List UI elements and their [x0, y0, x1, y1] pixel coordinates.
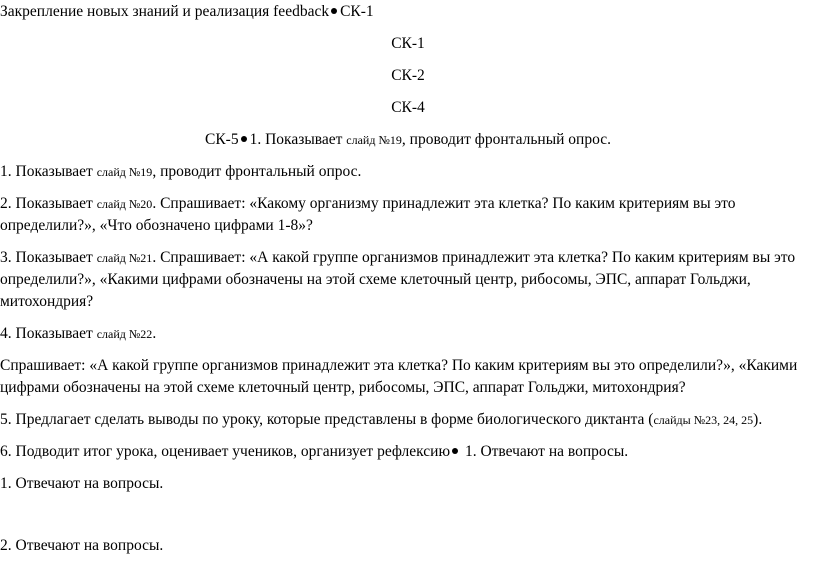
item-1	[0, 160, 361, 184]
item-2-slide: слайд №20	[96, 197, 153, 211]
center-item-text2: , проводит фронтальный опрос.	[401, 131, 611, 148]
item-5-slide: слайды №23, 24, 25	[653, 413, 754, 427]
item-3-line3: митохондрия?	[0, 293, 94, 310]
center-item-text1: 1. Показывает	[249, 131, 347, 148]
item-2-question-1: . Спрашивает: «Какому организму принадлежит эта клетка? По каким критериям вы это	[152, 195, 736, 212]
answer-1: 1. Отвечают на вопросы.	[0, 475, 164, 492]
item-2-line1	[0, 192, 736, 216]
item-1-slide: слайд №19	[96, 165, 153, 179]
center-item-slide: слайд №19	[346, 133, 402, 147]
bullet-icon	[331, 8, 337, 14]
item-5-text2: ).	[753, 411, 763, 428]
bullet-icon	[452, 448, 458, 454]
item-4-slide: слайд №22	[96, 327, 153, 341]
item-1-text1: 1. Показывает	[0, 163, 97, 180]
item-3-question-1: . Спрашивает: «А какой группе организмов принадлежит эта клетка? По каким критериям вы это	[152, 249, 796, 266]
item-3-slide: слайд №21	[96, 251, 153, 265]
code-ck1: СК-1	[391, 35, 425, 52]
item-1-text2: , проводит фронтальный опрос.	[152, 163, 362, 180]
item-6	[0, 440, 628, 463]
code-ck2: СК-2	[391, 67, 425, 84]
header-code: СК-1	[340, 3, 374, 20]
item-3-text1: 3. Показывает	[0, 249, 97, 266]
answer-2: 2. Отвечают на вопросы.	[0, 537, 164, 554]
item-3-line1	[0, 246, 795, 270]
bullet-icon	[241, 136, 247, 142]
item-5	[0, 408, 762, 432]
item-4-text1: 4. Показывает	[0, 325, 97, 342]
item-4-question-line2: цифрами обозначены на этой схеме клеточный центр, рибосомы, ЭПС, аппарат Гольджи, митохондрия?	[0, 379, 686, 396]
item-6-text2: 1. Отвечают на вопросы.	[461, 443, 629, 460]
code-ck5: СК-5	[205, 131, 239, 148]
item-4-question-line1: Спрашивает: «А какой группе организмов принадлежит эта клетка? По каким критериям вы это определили?», «Какими	[0, 357, 798, 374]
item-4-text2: .	[152, 325, 157, 342]
code-ck5-line	[0, 128, 816, 152]
header-line	[0, 0, 374, 23]
code-ck4: СК-4	[391, 99, 425, 116]
item-6-text1: 6. Подводит итог урока, оценивает учеников, организует рефлексию	[0, 443, 451, 460]
item-2-line2: определили?», «Что обозначено цифрами 1-8»?	[0, 217, 313, 234]
item-2-text1: 2. Показывает	[0, 195, 97, 212]
header-title: Закрепление новых знаний и реализация feedback	[0, 3, 330, 20]
item-5-text1: 5. Предлагает сделать выводы по уроку, которые представлены в форме биологического диктанта (	[0, 411, 654, 428]
item-3-line2: определили?», «Какими цифрами обозначены на этой схеме клеточный центр, рибосомы, ЭПС, аппарат Гольджи,	[0, 271, 751, 288]
item-4	[0, 322, 156, 346]
